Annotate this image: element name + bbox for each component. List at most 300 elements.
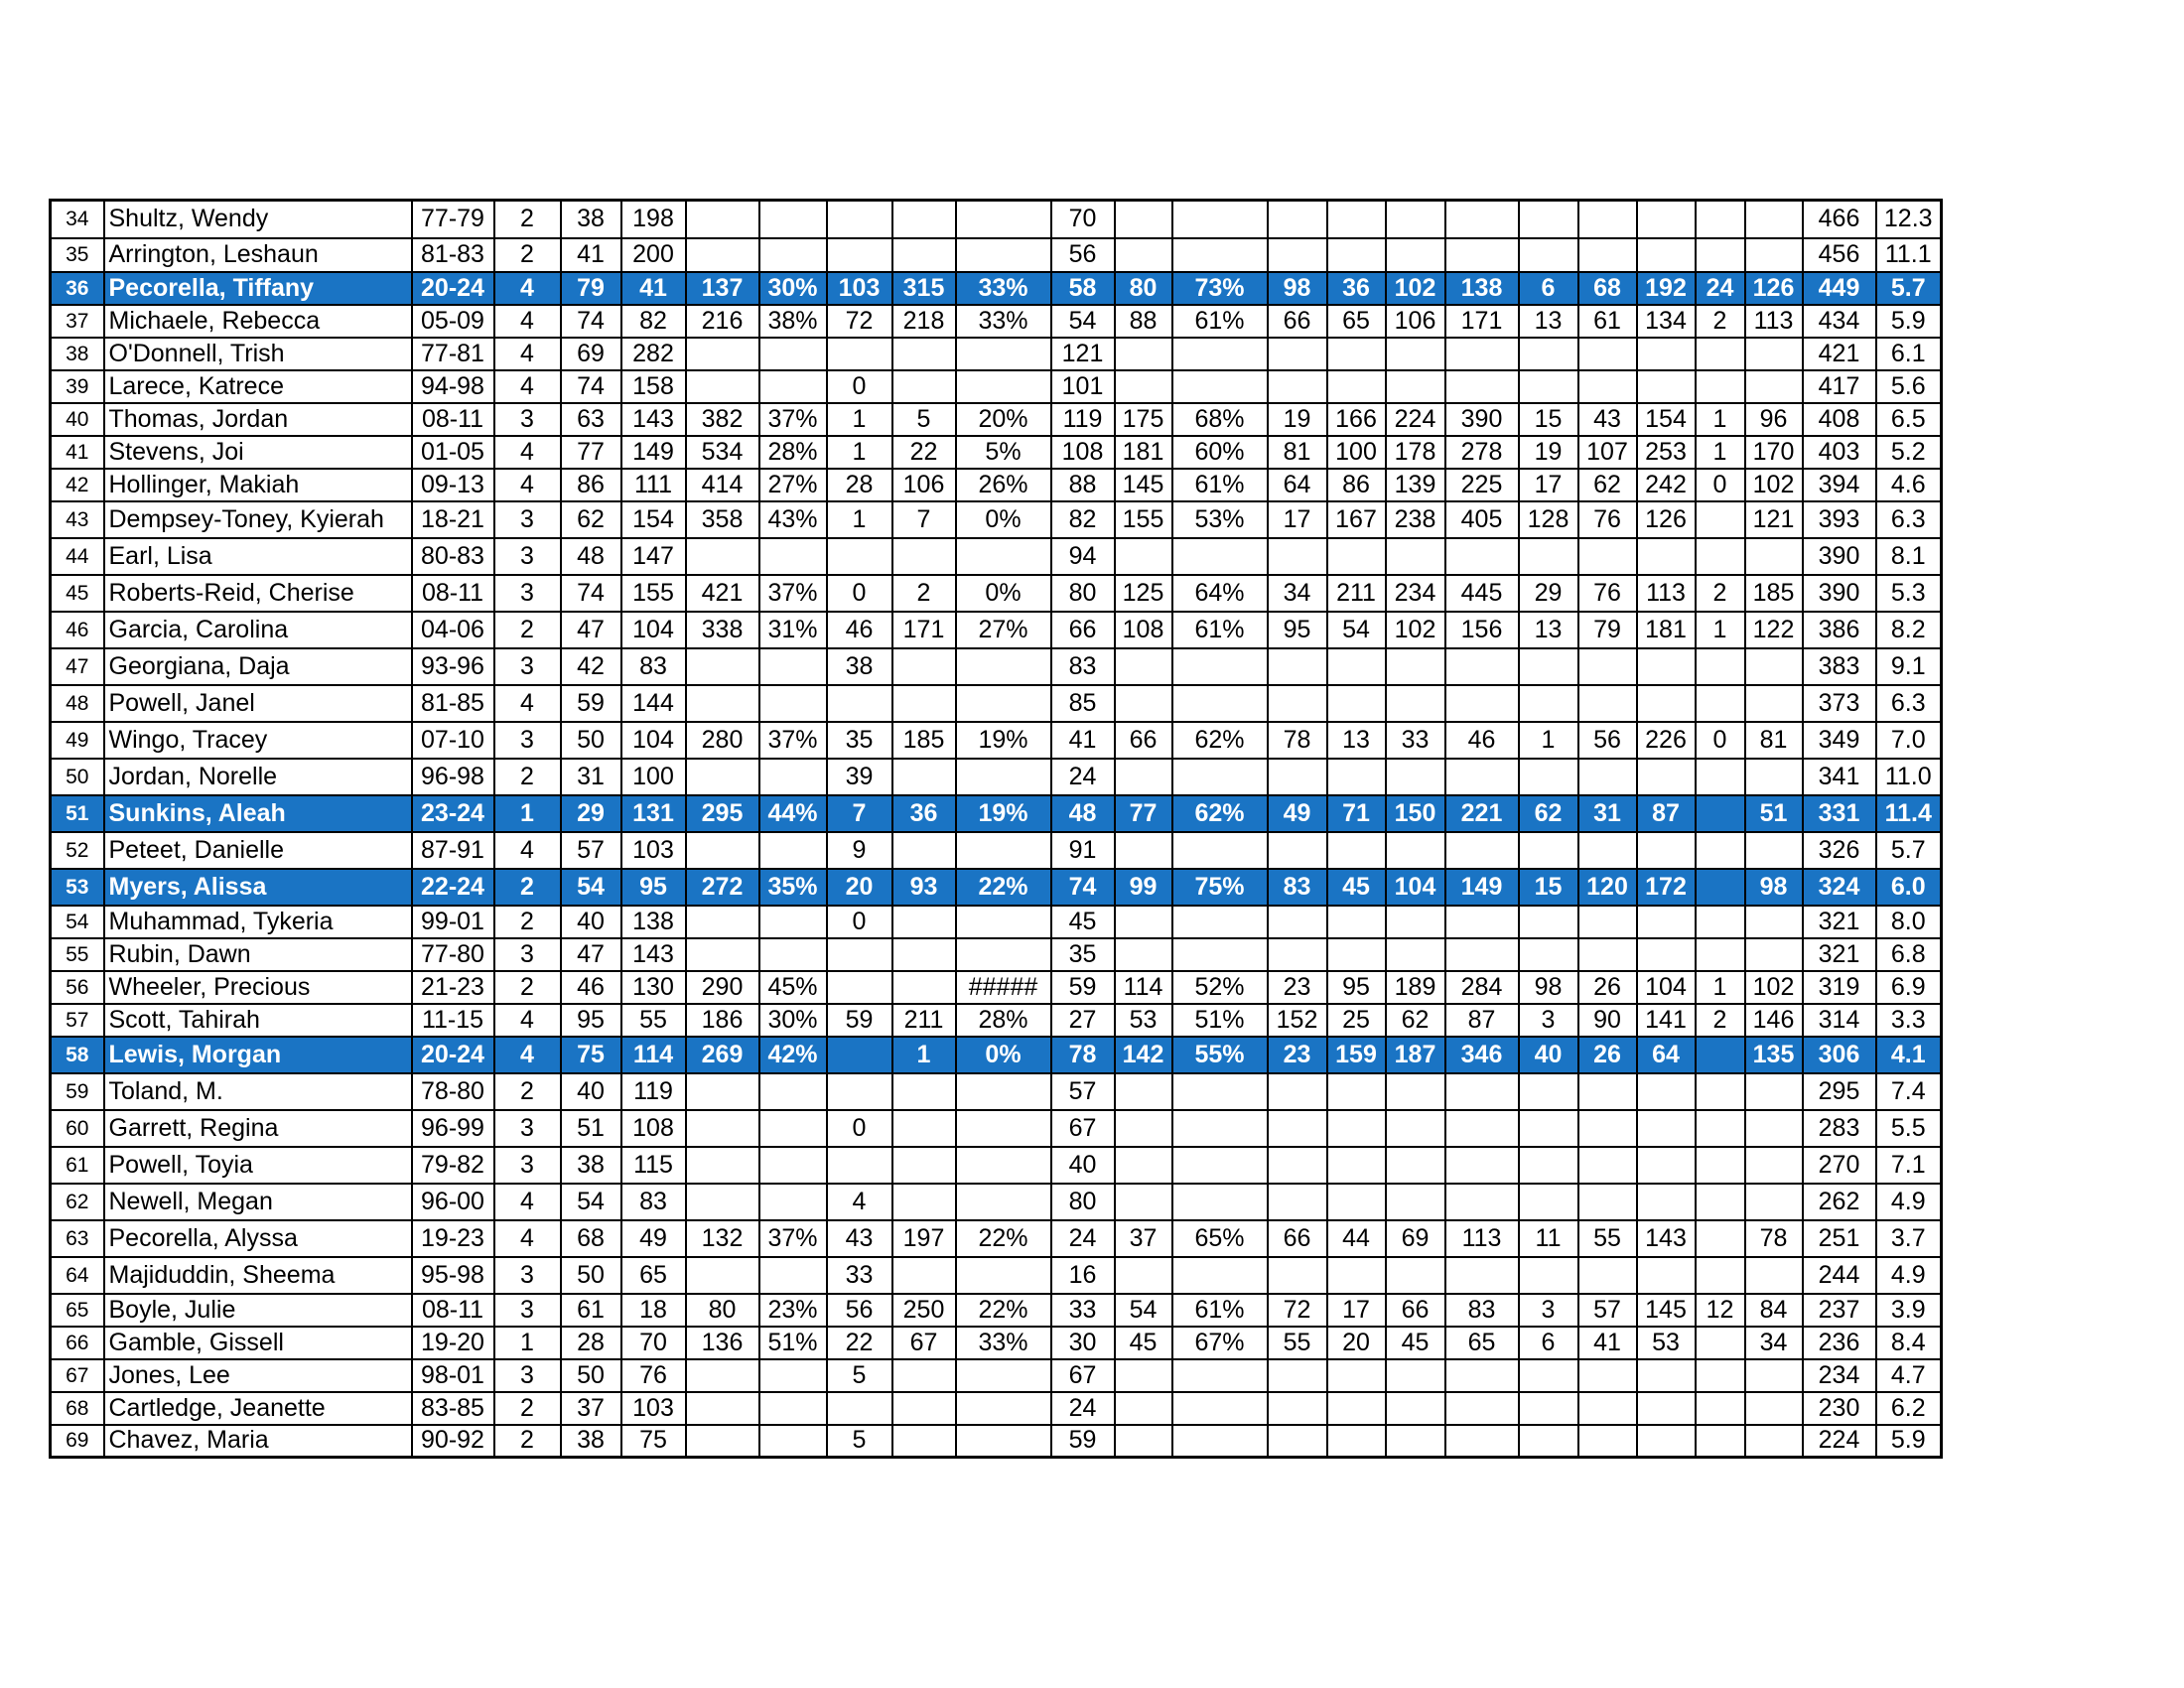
stat-cell: 3 <box>1519 1004 1578 1037</box>
stat-cell: 23 <box>1268 1037 1327 1073</box>
stat-cell <box>1696 869 1745 906</box>
stat-cell <box>1745 648 1803 685</box>
row-number-cell: 42 <box>51 469 104 501</box>
stat-cell <box>1578 685 1637 722</box>
stat-cell: 81-85 <box>412 685 494 722</box>
stat-cell: 1 <box>827 403 892 436</box>
stat-cell <box>686 238 759 272</box>
stat-cell: 120 <box>1578 869 1637 906</box>
stat-cell: 20% <box>956 403 1051 436</box>
stat-cell: 56 <box>1578 722 1637 759</box>
stat-cell <box>759 538 827 575</box>
stat-cell: 17 <box>1519 469 1578 501</box>
stat-cell: 58 <box>1051 272 1115 305</box>
stat-cell <box>1445 685 1519 722</box>
name-cell: Boyle, Julie <box>104 1294 412 1327</box>
stat-cell: 8.0 <box>1876 906 1942 938</box>
row-number-cell: 61 <box>51 1147 104 1184</box>
stat-cell <box>1637 759 1696 795</box>
stat-cell: 80 <box>686 1294 759 1327</box>
stat-cell: 0 <box>827 575 892 612</box>
stat-cell <box>759 370 827 403</box>
stat-cell <box>1696 501 1745 538</box>
stat-cell: 269 <box>686 1037 759 1073</box>
stat-cell: 272 <box>686 869 759 906</box>
stat-cell: 107 <box>1578 436 1637 469</box>
row-number-cell: 38 <box>51 338 104 370</box>
stat-cell: 242 <box>1637 469 1696 501</box>
stat-cell <box>1327 338 1386 370</box>
stat-cell <box>686 1392 759 1425</box>
stat-cell: 78 <box>1745 1220 1803 1257</box>
row-number-cell: 41 <box>51 436 104 469</box>
stat-cell: 5 <box>827 1359 892 1392</box>
stat-cell: 40 <box>1051 1147 1115 1184</box>
row-number-cell: 44 <box>51 538 104 575</box>
stat-cell: 67 <box>1051 1359 1115 1392</box>
stat-cell <box>1172 1073 1268 1110</box>
stat-cell: 126 <box>1745 272 1803 305</box>
stat-cell: 81 <box>1268 436 1327 469</box>
stat-cell: 11.1 <box>1876 238 1942 272</box>
table-row <box>51 971 1942 1004</box>
stat-cell: 37 <box>561 1392 621 1425</box>
stat-cell: 18 <box>621 1294 686 1327</box>
stat-cell: 65 <box>621 1257 686 1294</box>
stat-cell <box>1745 370 1803 403</box>
stat-cell: 134 <box>1637 305 1696 338</box>
stat-cell <box>892 1184 956 1220</box>
stat-cell: 74 <box>561 305 621 338</box>
stat-cell <box>1115 1257 1172 1294</box>
stat-cell: 37% <box>759 722 827 759</box>
stat-cell: 26 <box>1578 971 1637 1004</box>
stat-cell: 88 <box>1051 469 1115 501</box>
stat-cell <box>956 1257 1051 1294</box>
stat-cell <box>1386 201 1445 238</box>
stat-cell <box>1386 1184 1445 1220</box>
stat-cell <box>1578 1392 1637 1425</box>
stat-cell: 08-11 <box>412 575 494 612</box>
stat-cell: 55 <box>621 1004 686 1037</box>
stat-cell: 5 <box>892 403 956 436</box>
stat-cell: 61 <box>561 1294 621 1327</box>
stat-cell <box>1745 1147 1803 1184</box>
stat-cell <box>1327 938 1386 971</box>
stat-cell: 38 <box>561 1147 621 1184</box>
stat-cell: 4.9 <box>1876 1257 1942 1294</box>
stat-cell: 5.9 <box>1876 305 1942 338</box>
stat-cell: 15 <box>1519 869 1578 906</box>
stat-cell: 2 <box>1696 1004 1745 1037</box>
stat-cell: 69 <box>1386 1220 1445 1257</box>
table-row <box>51 648 1942 685</box>
stat-cell: 09-13 <box>412 469 494 501</box>
stat-cell: 38 <box>561 201 621 238</box>
stat-cell <box>1327 1073 1386 1110</box>
stat-cell: 186 <box>686 1004 759 1037</box>
stat-cell: 234 <box>1803 1359 1876 1392</box>
stat-cell: 31 <box>561 759 621 795</box>
stat-cell: 137 <box>686 272 759 305</box>
stat-cell: 7.4 <box>1876 1073 1942 1110</box>
stat-cell: 44% <box>759 795 827 832</box>
stat-cell: 50 <box>561 722 621 759</box>
stat-cell: 90-92 <box>412 1425 494 1458</box>
stat-cell: 108 <box>621 1110 686 1147</box>
stat-cell <box>1268 1359 1327 1392</box>
table-row <box>51 501 1942 538</box>
stat-cell <box>1745 338 1803 370</box>
stat-cell: 102 <box>1386 612 1445 648</box>
stat-cell <box>1519 1147 1578 1184</box>
stat-cell <box>827 1392 892 1425</box>
stat-cell: 102 <box>1745 469 1803 501</box>
stat-cell: 270 <box>1803 1147 1876 1184</box>
stat-cell: 2 <box>494 201 561 238</box>
stat-cell: 1 <box>494 795 561 832</box>
row-number-cell: 63 <box>51 1220 104 1257</box>
stat-cell: 98 <box>1745 869 1803 906</box>
stat-cell: 55 <box>1268 1327 1327 1359</box>
name-cell: Majiduddin, Sheema <box>104 1257 412 1294</box>
stat-cell: 2 <box>494 971 561 1004</box>
stat-cell <box>1578 370 1637 403</box>
stat-cell <box>1268 832 1327 869</box>
stat-cell: 128 <box>1519 501 1578 538</box>
stat-cell: 234 <box>1386 575 1445 612</box>
stat-cell: 185 <box>892 722 956 759</box>
stat-cell <box>1745 1110 1803 1147</box>
name-cell: Newell, Megan <box>104 1184 412 1220</box>
stat-cell: 449 <box>1803 272 1876 305</box>
stat-cell <box>1268 201 1327 238</box>
stat-cell <box>1115 538 1172 575</box>
row-number-cell: 62 <box>51 1184 104 1220</box>
stat-cell: 2 <box>494 759 561 795</box>
stat-cell: 139 <box>1386 469 1445 501</box>
stat-cell: 226 <box>1637 722 1696 759</box>
stat-cell: 13 <box>1519 305 1578 338</box>
stat-cell: 113 <box>1637 575 1696 612</box>
stat-cell <box>892 201 956 238</box>
name-cell: Larece, Katrece <box>104 370 412 403</box>
table-row <box>51 1425 1942 1458</box>
stat-cell <box>1519 1359 1578 1392</box>
stat-cell <box>1519 938 1578 971</box>
stat-cell: 42 <box>561 648 621 685</box>
stat-cell: 30 <box>1051 1327 1115 1359</box>
stat-cell <box>1268 1110 1327 1147</box>
stat-cell: 35 <box>827 722 892 759</box>
stat-cell: 48 <box>1051 795 1115 832</box>
name-cell: O'Donnell, Trish <box>104 338 412 370</box>
stat-cell: 95 <box>1327 971 1386 1004</box>
stat-cell <box>1115 1110 1172 1147</box>
row-number-cell: 64 <box>51 1257 104 1294</box>
stat-cell: 119 <box>1051 403 1115 436</box>
row-number-cell: 55 <box>51 938 104 971</box>
stat-cell <box>1445 201 1519 238</box>
stat-cell: 216 <box>686 305 759 338</box>
stat-cell: 5.7 <box>1876 272 1942 305</box>
stat-cell: 22 <box>827 1327 892 1359</box>
stat-cell <box>827 1073 892 1110</box>
stat-cell <box>759 759 827 795</box>
stat-cell: 8.1 <box>1876 538 1942 575</box>
stat-cell: 40 <box>561 906 621 938</box>
stat-cell: 62 <box>1519 795 1578 832</box>
stat-cell <box>1172 648 1268 685</box>
table-row <box>51 1327 1942 1359</box>
stat-cell: 67% <box>1172 1327 1268 1359</box>
stat-cell: 83 <box>621 648 686 685</box>
stat-cell <box>1386 832 1445 869</box>
stat-cell <box>1696 685 1745 722</box>
stat-cell <box>1578 338 1637 370</box>
stat-cell <box>1637 1110 1696 1147</box>
stat-cell: 0 <box>1696 469 1745 501</box>
stat-cell <box>759 1392 827 1425</box>
stat-cell: 3 <box>1519 1294 1578 1327</box>
stat-cell: 51 <box>561 1110 621 1147</box>
stat-cell: 01-05 <box>412 436 494 469</box>
stat-cell <box>892 338 956 370</box>
stat-cell: 121 <box>1051 338 1115 370</box>
stat-cell: 3 <box>494 938 561 971</box>
stat-cell: 403 <box>1803 436 1876 469</box>
stat-cell <box>892 1425 956 1458</box>
stat-cell: 331 <box>1803 795 1876 832</box>
stat-cell <box>1386 759 1445 795</box>
stat-cell <box>1327 1147 1386 1184</box>
stat-cell: 41 <box>621 272 686 305</box>
stat-cell: 1 <box>1696 436 1745 469</box>
stat-cell: 224 <box>1386 403 1445 436</box>
stat-cell: 114 <box>621 1037 686 1073</box>
stat-cell: 2 <box>494 612 561 648</box>
stat-cell <box>1445 1425 1519 1458</box>
stat-cell: 250 <box>892 1294 956 1327</box>
stat-cell <box>956 1392 1051 1425</box>
stat-cell <box>1578 1110 1637 1147</box>
stat-cell: 77 <box>561 436 621 469</box>
stat-cell: 46 <box>561 971 621 1004</box>
stat-cell: 33% <box>956 1327 1051 1359</box>
stat-cell: 55 <box>1578 1220 1637 1257</box>
stat-cell: 3 <box>494 538 561 575</box>
stat-cell: 130 <box>621 971 686 1004</box>
stat-cell <box>1578 1425 1637 1458</box>
stat-cell <box>956 1425 1051 1458</box>
stat-cell: 171 <box>892 612 956 648</box>
stat-cell: 53 <box>1115 1004 1172 1037</box>
stat-cell <box>1172 1425 1268 1458</box>
stat-cell <box>759 1425 827 1458</box>
stat-cell <box>1268 648 1327 685</box>
stat-cell <box>1637 648 1696 685</box>
stat-cell: 35% <box>759 869 827 906</box>
stat-cell: 94 <box>1051 538 1115 575</box>
stat-cell: 19 <box>1268 403 1327 436</box>
stat-cell <box>1172 1110 1268 1147</box>
stat-cell: 108 <box>1115 612 1172 648</box>
stat-cell <box>1637 338 1696 370</box>
stat-cell <box>1445 938 1519 971</box>
stat-cell <box>1115 1147 1172 1184</box>
stat-cell <box>1327 759 1386 795</box>
stat-cell <box>1268 1257 1327 1294</box>
stat-cell <box>1327 685 1386 722</box>
stat-cell: 144 <box>621 685 686 722</box>
stat-cell: 4.7 <box>1876 1359 1942 1392</box>
stat-cell: 37% <box>759 575 827 612</box>
stat-cell: 47 <box>561 938 621 971</box>
stat-cell: 11.4 <box>1876 795 1942 832</box>
stat-cell: 93 <box>892 869 956 906</box>
stat-cell <box>1172 938 1268 971</box>
stat-cell: 3 <box>494 403 561 436</box>
stat-cell: 40 <box>1519 1037 1578 1073</box>
stat-cell: 4 <box>494 469 561 501</box>
stat-cell: 3.9 <box>1876 1294 1942 1327</box>
stat-cell: 49 <box>1268 795 1327 832</box>
stat-cell <box>1637 238 1696 272</box>
stat-cell: 38 <box>561 1425 621 1458</box>
stat-cell: 152 <box>1268 1004 1327 1037</box>
stat-cell <box>1268 538 1327 575</box>
table-row <box>51 403 1942 436</box>
stat-cell <box>1115 685 1172 722</box>
stat-cell <box>1696 1110 1745 1147</box>
stat-cell <box>1696 648 1745 685</box>
stat-cell: 22-24 <box>412 869 494 906</box>
stat-cell: 53% <box>1172 501 1268 538</box>
stat-cell <box>956 938 1051 971</box>
stat-cell: 95 <box>621 869 686 906</box>
table-row <box>51 201 1942 238</box>
stat-cell <box>759 1257 827 1294</box>
stat-cell <box>892 1359 956 1392</box>
stat-cell <box>956 370 1051 403</box>
stat-cell: 0% <box>956 575 1051 612</box>
table-row <box>51 538 1942 575</box>
stat-cell <box>1696 1220 1745 1257</box>
stat-cell: 135 <box>1745 1037 1803 1073</box>
name-cell: Powell, Janel <box>104 685 412 722</box>
stat-cell <box>1696 1257 1745 1294</box>
stat-cell: 59 <box>1051 971 1115 1004</box>
stat-cell <box>1172 1359 1268 1392</box>
stat-cell: 158 <box>621 370 686 403</box>
stat-cell <box>1578 938 1637 971</box>
stat-cell: 408 <box>1803 403 1876 436</box>
stat-cell <box>1172 1392 1268 1425</box>
row-number-cell: 35 <box>51 238 104 272</box>
stat-cell: 7 <box>892 501 956 538</box>
stat-cell: 79-82 <box>412 1147 494 1184</box>
stat-cell: 3 <box>494 722 561 759</box>
stat-cell: 102 <box>1745 971 1803 1004</box>
stat-cell <box>1386 938 1445 971</box>
stat-cell <box>1172 685 1268 722</box>
row-number-cell: 51 <box>51 795 104 832</box>
stat-cell: 69 <box>561 338 621 370</box>
stat-cell: 0 <box>827 906 892 938</box>
stat-cell <box>892 1110 956 1147</box>
stat-cell: 282 <box>621 338 686 370</box>
stat-cell: 185 <box>1745 575 1803 612</box>
stat-cell: 3.3 <box>1876 1004 1942 1037</box>
table-row <box>51 338 1942 370</box>
stat-cell: 142 <box>1115 1037 1172 1073</box>
stat-cell: 37% <box>759 1220 827 1257</box>
stat-cell: 1 <box>1696 612 1745 648</box>
stat-cell: 1 <box>827 501 892 538</box>
stat-cell: 155 <box>1115 501 1172 538</box>
stat-cell <box>956 1359 1051 1392</box>
stat-cell: 38 <box>827 648 892 685</box>
stat-cell: 99 <box>1115 869 1172 906</box>
stat-cell <box>1327 1110 1386 1147</box>
stat-cell: 113 <box>1745 305 1803 338</box>
stat-cell: 4.1 <box>1876 1037 1942 1073</box>
stat-cell: 138 <box>1445 272 1519 305</box>
stat-cell <box>1115 759 1172 795</box>
stat-cell: 22 <box>892 436 956 469</box>
stat-cell <box>686 538 759 575</box>
stat-cell: 4 <box>494 685 561 722</box>
stat-cell: 66 <box>1268 1220 1327 1257</box>
row-number-cell: 59 <box>51 1073 104 1110</box>
stat-cell: 56 <box>1051 238 1115 272</box>
stat-cell <box>827 238 892 272</box>
stat-cell: 189 <box>1386 971 1445 1004</box>
stat-cell: 20 <box>827 869 892 906</box>
stat-cell <box>759 1073 827 1110</box>
stat-cell: 131 <box>621 795 686 832</box>
stat-cell: 382 <box>686 403 759 436</box>
stat-cell: 31% <box>759 612 827 648</box>
stat-cell: 3 <box>494 1359 561 1392</box>
stat-cell: 4 <box>494 1184 561 1220</box>
stat-cell: 295 <box>1803 1073 1876 1110</box>
stat-cell: 2 <box>494 1425 561 1458</box>
stat-cell <box>1115 648 1172 685</box>
stat-cell <box>1327 538 1386 575</box>
stat-cell <box>1115 370 1172 403</box>
stat-cell: 83 <box>621 1184 686 1220</box>
stat-cell: 71 <box>1327 795 1386 832</box>
stat-cell: 2 <box>494 1392 561 1425</box>
stat-cell <box>956 832 1051 869</box>
stat-cell: 149 <box>1445 869 1519 906</box>
stat-cell <box>1386 1359 1445 1392</box>
name-cell: Scott, Tahirah <box>104 1004 412 1037</box>
stat-cell: 119 <box>621 1073 686 1110</box>
stat-cell: 4 <box>494 1004 561 1037</box>
stat-cell <box>1637 1392 1696 1425</box>
stat-cell: 445 <box>1445 575 1519 612</box>
stat-cell <box>1172 1257 1268 1294</box>
stat-cell: 33 <box>1386 722 1445 759</box>
stat-cell: 96 <box>1745 403 1803 436</box>
stat-cell: 126 <box>1637 501 1696 538</box>
stat-cell <box>956 1073 1051 1110</box>
stat-cell: 45 <box>1051 906 1115 938</box>
name-cell: Myers, Alissa <box>104 869 412 906</box>
stat-cell <box>686 685 759 722</box>
